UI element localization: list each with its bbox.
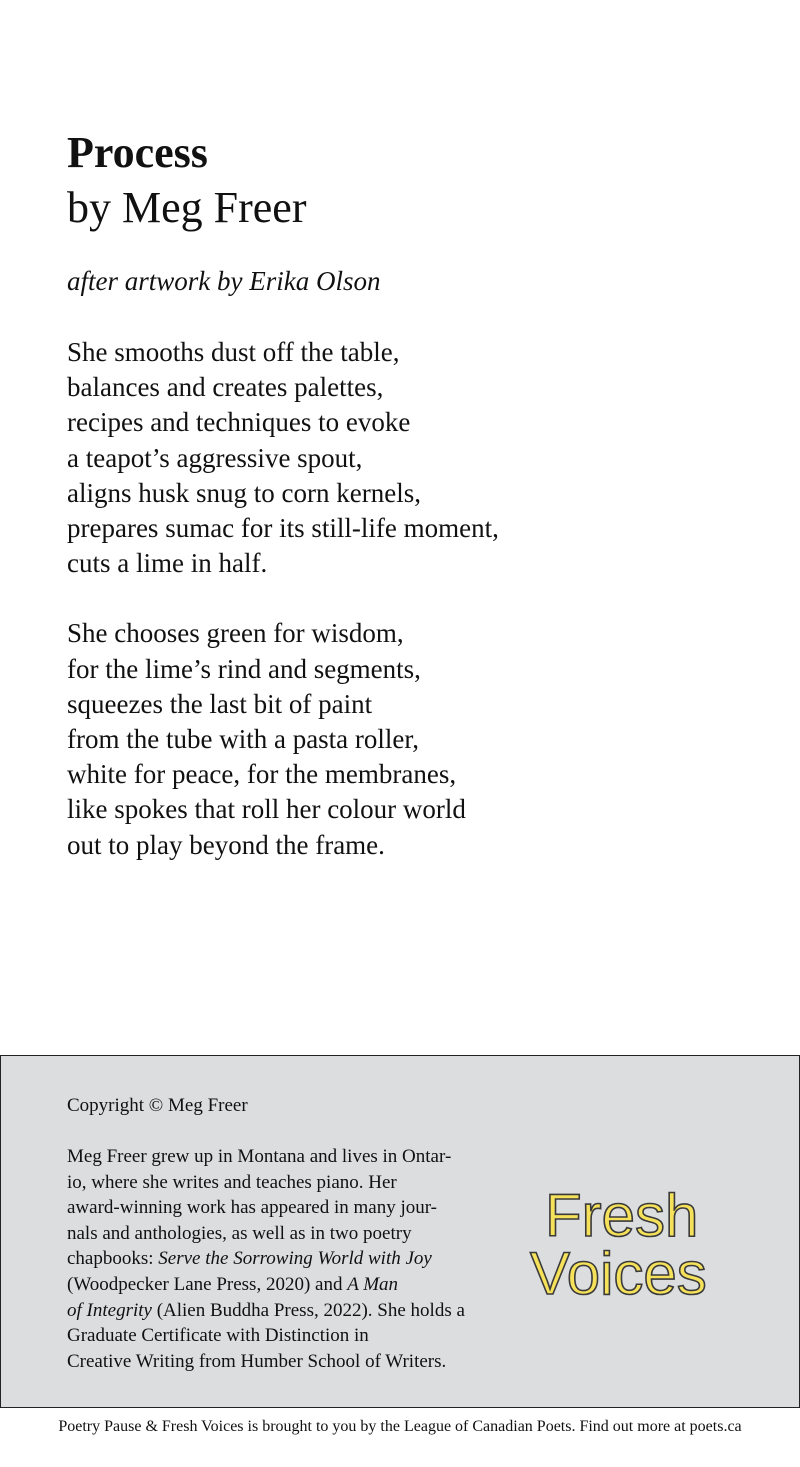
author-bio-box xyxy=(0,1055,800,1408)
poem-line: recipes and techniques to evoke xyxy=(67,407,411,438)
bio-line: chapbooks: Serve the Sorrowing World with Joy xyxy=(67,1248,432,1270)
poem-stanza xyxy=(67,616,767,862)
book-title: Serve the Sorrowing World with Joy xyxy=(158,1248,432,1270)
poem-line: for the lime’s rind and segments, xyxy=(67,653,421,684)
poem-line: like spokes that roll her colour world xyxy=(67,794,466,825)
poem-line: She smooths dust off the table, xyxy=(67,337,400,367)
book-title: of Integrity xyxy=(67,1299,152,1321)
poem-line: aligns husk snug to corn kernels, xyxy=(67,477,421,508)
copyright-notice: Copyright © Meg Freer xyxy=(67,1095,248,1116)
fresh-voices-logo xyxy=(529,1182,739,1302)
logo-word-fresh: Fresh xyxy=(545,1182,699,1249)
poem-title: Process xyxy=(67,128,208,177)
bio-line: io, where she writes and teaches piano. Her xyxy=(67,1171,397,1193)
bio-line: Creative Writing from Humber School of Writers. xyxy=(67,1350,447,1372)
poem-line: prepares sumac for its still-life moment, xyxy=(67,513,499,544)
poem-dedication: after artwork by Erika Olson xyxy=(67,266,381,296)
poem-line: white for peace, for the membranes, xyxy=(67,759,457,790)
poem-line: cuts a lime in half. xyxy=(67,548,268,579)
bio-line: of Integrity (Alien Buddha Press, 2022). She holds a xyxy=(67,1299,465,1321)
poem-line: balances and creates palettes, xyxy=(67,372,384,403)
logo-word-voices: Voices xyxy=(530,1240,707,1302)
bio-line: (Woodpecker Lane Press, 2020) and A Man xyxy=(67,1273,399,1295)
poem-section xyxy=(67,126,767,863)
poem-stanza xyxy=(67,335,767,581)
author-bio xyxy=(67,1144,527,1374)
fresh-voices-logo-graphic xyxy=(529,1182,739,1302)
footer-credit: Poetry Pause & Fresh Voices is brought to you by the League of Canadian Poets. Find out more at poets.ca xyxy=(58,1418,742,1435)
poem-line: a teapot’s aggressive spout, xyxy=(67,442,363,473)
bio-line: Meg Freer grew up in Montana and lives in Ontar- xyxy=(67,1146,452,1167)
bio-line: award-winning work has appeared in many jour- xyxy=(67,1197,437,1219)
bio-line: Graduate Certificate with Distinction in xyxy=(67,1325,369,1347)
bio-line: nals and anthologies, as well as in two poetry xyxy=(67,1222,412,1244)
poem-line: from the tube with a pasta roller, xyxy=(67,724,420,755)
poem-line: She chooses green for wisdom, xyxy=(67,618,404,649)
poem-byline: by Meg Freer xyxy=(67,183,307,232)
poem-line: squeezes the last bit of paint xyxy=(67,688,373,719)
poem-line: out to play beyond the frame. xyxy=(67,829,385,860)
book-title: A Man xyxy=(347,1273,399,1295)
